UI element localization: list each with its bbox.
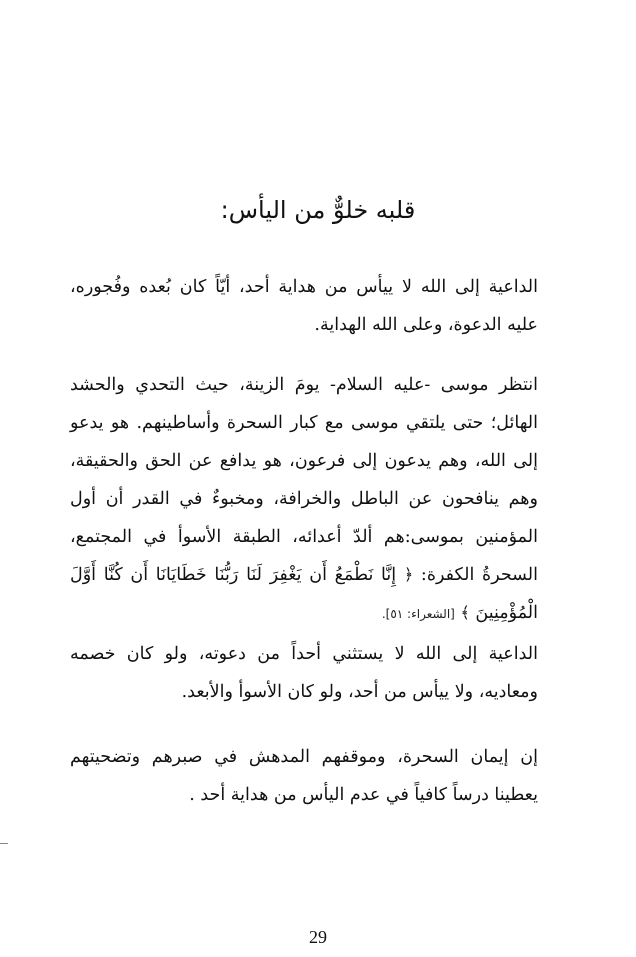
section-heading: قلبه خلوٌّ من اليأس: xyxy=(220,196,416,224)
margin-mark xyxy=(0,843,8,844)
verse-reference: [الشعراء: ٥١]. xyxy=(381,606,455,621)
page-number: 29 xyxy=(309,927,327,947)
quran-open-bracket: ﴿ xyxy=(403,564,414,584)
quran-verse: إِنَّا نَطْمَعُ أَن يَغْفِرَ لَنَا رَبُّنَا خَطَايَانَا أَن كُنَّا أَوَّلَ الْمُؤْمِنِينَ xyxy=(70,564,538,623)
paragraph-1: الداعية إلى الله لا ييأس من هداية أحد، أيّاً كان بُعده وفُجوره، عليه الدعوة، وعلى الله الهداية. xyxy=(70,276,538,335)
paragraph-2-text: انتظر موسى -عليه السلام- يومَ الزينة، حيث التحدي والحشد الهائل؛ حتى يلتقي موسى مع كبار السحرة وأساطينهم. هو يدعو إلى الله، وهم يدعون إلى فرعون، هو يدافع عن الحق والحقيقة، وهم ينافحون عن الباطل والخرافة، ومخبوءٌ في القدر أن أول المؤمنين بموسى:هم ألدّ أعدائه، الطبقة الأسوأ في المجتمع، السحرةُ الكفرة: xyxy=(70,374,538,585)
paragraph-3: الداعية إلى الله لا يستثني أحداً من دعوته، ولو كان خصمه ومعاديه، ولا ييأس من أحد، ولو كان الأسوأ والأبعد. xyxy=(70,643,538,702)
paragraph-4: إن إيمان السحرة، وموقفهم المدهش في صبرهم وتضحيتهم يعطينا درساً كافياً في عدم اليأس من هداية أحد . xyxy=(70,746,538,805)
paragraph-2 xyxy=(70,366,538,633)
quran-close-bracket: ﴾ xyxy=(460,602,470,622)
